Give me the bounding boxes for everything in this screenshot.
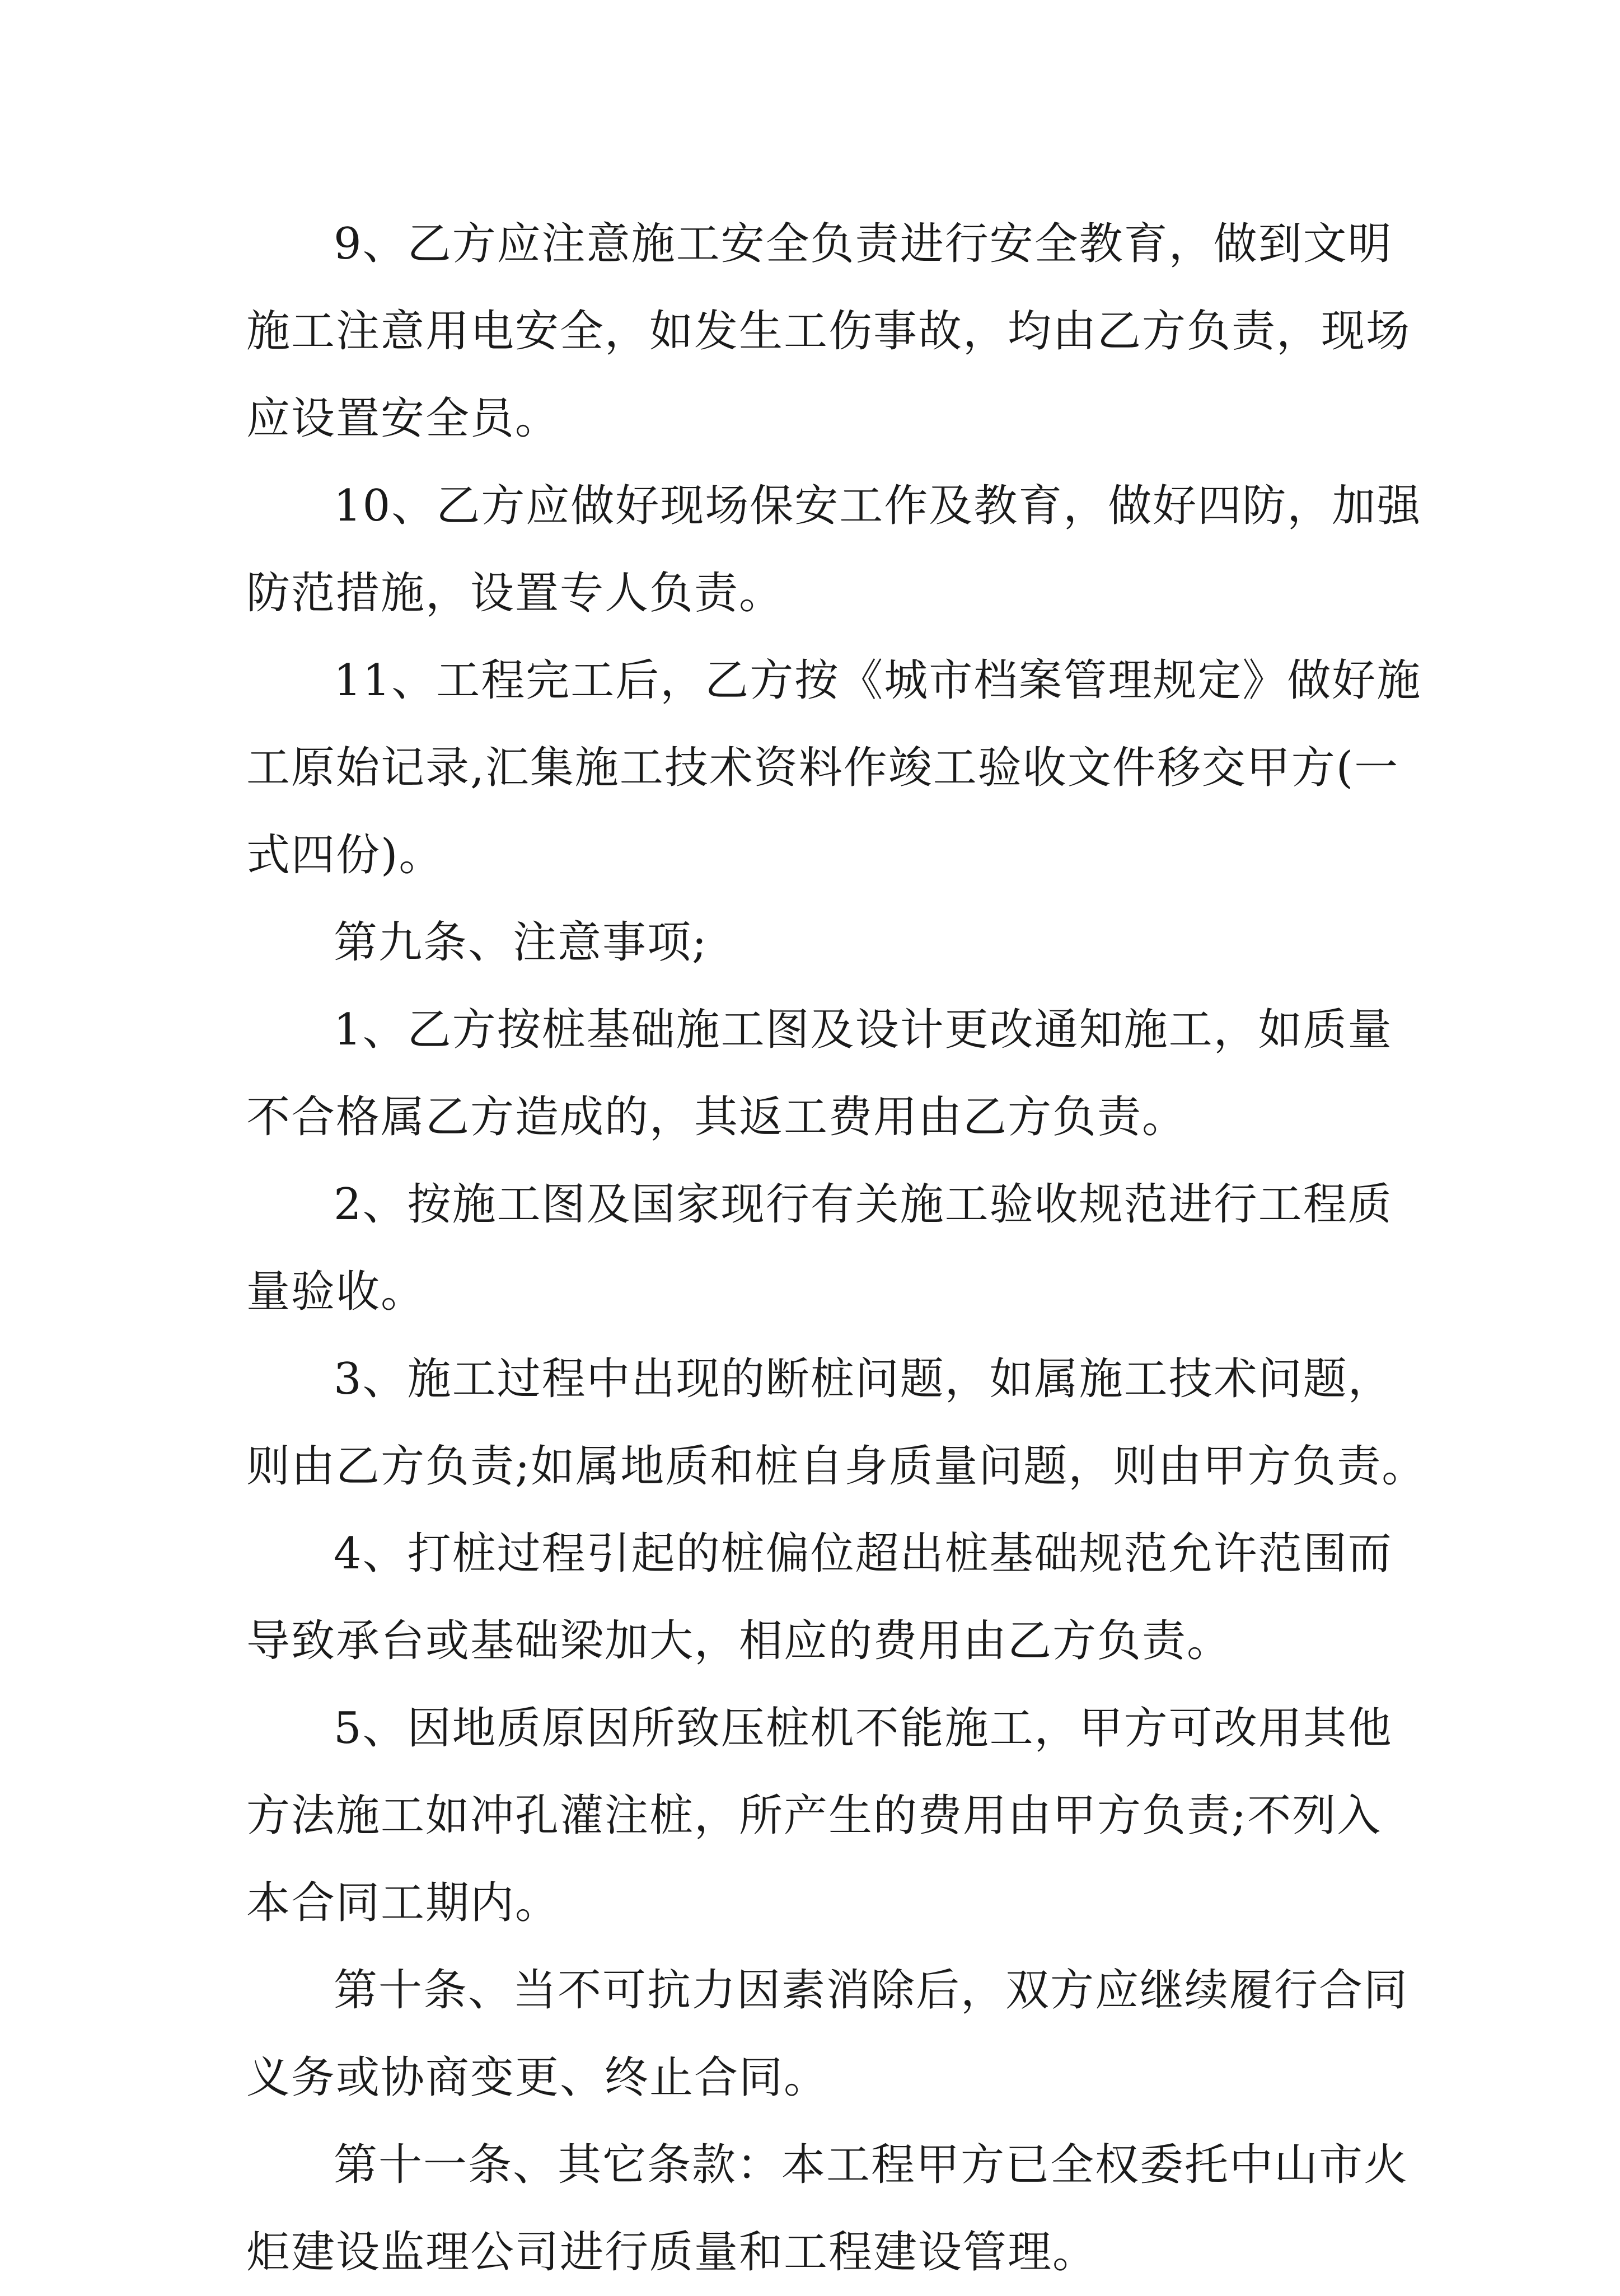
text-line: 导致承台或基础梁加大，相应的费用由乙方负责。: [246, 1616, 1232, 1666]
document-body: [246, 200, 1427, 2296]
paragraph: [246, 1336, 1427, 1510]
paragraph: [246, 200, 1411, 462]
text-line: 方法施工如冲孔灌注桩，所产生的费用由甲方负责;不列入: [246, 1791, 1382, 1841]
text-line: 则由乙方负责;如属地质和桩自身质量问题，则由甲方负责。: [246, 1441, 1427, 1492]
text-line: 第九条、注意事项;: [334, 917, 708, 968]
text-line: 第十一条、其它条款：本工程甲方已全权委托中山市火: [334, 2140, 1409, 2190]
paragraph: [246, 1685, 1393, 1947]
text-line: 量验收。: [246, 1267, 426, 1317]
text-line: 防范措施，设置专人负责。: [246, 568, 784, 618]
paragraph: [246, 986, 1393, 1161]
text-line: 第十条、当不可抗力因素消除后，双方应继续履行合同: [334, 1965, 1409, 2016]
text-line: 义务或协商变更、终止合同。: [246, 2053, 829, 2103]
paragraph: [246, 1510, 1393, 1685]
paragraph: [246, 1161, 1393, 1336]
text-line: 式四份)。: [246, 830, 444, 880]
paragraph: [246, 462, 1422, 637]
paragraph: [246, 1947, 1409, 2121]
text-line: 应设置安全员。: [246, 393, 560, 444]
paragraph: [246, 2121, 1409, 2296]
text-line: 不合格属乙方造成的，其返工费用由乙方负责。: [246, 1092, 1187, 1142]
text-line: 炬建设监理公司进行质量和工程建设管理。: [246, 2227, 1098, 2278]
text-line: 本合同工期内。: [246, 1878, 560, 1928]
text-line: 5、因地质原因所致压桩机不能施工，甲方可改用其他: [334, 1703, 1393, 1754]
paragraph: [246, 899, 1386, 986]
text-line: 施工注意用电安全，如发生工伤事故，均由乙方负责，现场: [246, 306, 1411, 357]
text-line: 3、施工过程中出现的断桩问题，如属施工技术问题，: [334, 1354, 1393, 1404]
text-line: 9、乙方应注意施工安全负责进行安全教育，做到文明: [334, 219, 1393, 269]
text-line: 工原始记录,汇集施工技术资料作竣工验收文件移交甲方(一: [246, 743, 1399, 793]
text-line: 11、工程完工后，乙方按《城市档案管理规定》做好施: [334, 655, 1422, 706]
text-line: 1、乙方按桩基础施工图及设计更改通知施工，如质量: [334, 1005, 1393, 1055]
paragraph: [246, 637, 1422, 899]
text-line: 10、乙方应做好现场保安工作及教育，做好四防，加强: [334, 481, 1422, 531]
text-line: 4、打桩过程引起的桩偏位超出桩基础规范允许范围而: [334, 1529, 1393, 1579]
text-line: 2、按施工图及国家现行有关施工验收规范进行工程质: [334, 1179, 1393, 1230]
